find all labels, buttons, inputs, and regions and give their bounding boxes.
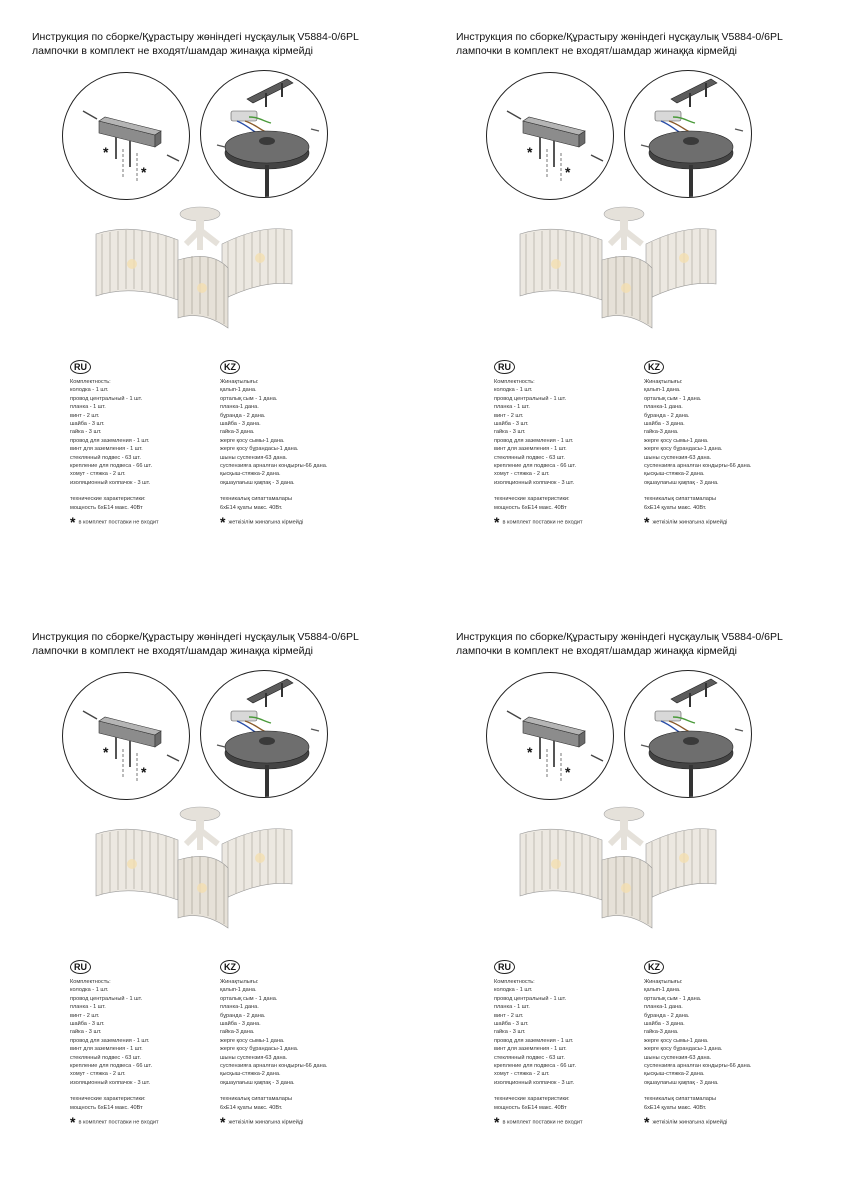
- list-item: жерге қосу бұрандасы-1 дана.: [644, 1046, 723, 1053]
- ru-specifications: [494, 495, 583, 512]
- kz-note: [220, 1114, 327, 1131]
- list-item: Комплектность:: [70, 379, 111, 385]
- star-mark: *: [141, 764, 147, 780]
- list-item: изоляционный колпачок - 3 шт.: [494, 1079, 575, 1086]
- star-mark: *: [103, 144, 109, 160]
- list-item: техникалық сипаттамалары: [220, 496, 293, 503]
- star-mark: *: [103, 744, 109, 760]
- list-item: орталық сым - 1 дана.: [220, 395, 278, 402]
- list-item: винт - 2 шт.: [494, 412, 524, 419]
- list-item: хомут - стяжка - 2 шт.: [494, 471, 550, 478]
- list-item: технические характеристики:: [70, 1096, 146, 1103]
- list-item: шайба - 3 дана.: [644, 1021, 685, 1028]
- instruction-sheet: [0, 600, 424, 1200]
- kazakh-column: [220, 360, 328, 531]
- chandelier-illustration: [516, 800, 726, 930]
- ru-flag: RU: [70, 960, 91, 974]
- ru-note: [70, 1114, 159, 1131]
- kz-note: [644, 1114, 751, 1131]
- kz-components-list: [220, 378, 327, 487]
- sheet-title: [32, 630, 359, 658]
- list-item: гайка-3 дана.: [644, 1029, 679, 1036]
- list-item: техникалық сипаттамалары: [644, 1096, 717, 1103]
- list-item: гайка - 3 шт.: [70, 429, 102, 436]
- list-item: оқшаулағыш қақпақ - 3 дана.: [644, 479, 719, 486]
- title-line-1: Инструкция по сборке/Құрастыру жөніндегі нұсқаулық V5884-0/6PL: [456, 31, 783, 43]
- kz-components-list: [644, 378, 751, 487]
- ru-flag: RU: [70, 360, 91, 374]
- list-item: шайба - 3 шт.: [70, 1021, 105, 1028]
- list-item: планка-1 дана.: [644, 1004, 683, 1011]
- list-item: гайка - 3 шт.: [70, 1029, 102, 1036]
- list-item: шайба - 3 дана.: [220, 421, 261, 428]
- list-item: шайба - 3 шт.: [494, 1021, 529, 1028]
- list-item: суспензияға арналған кондырғы-66 дана.: [220, 463, 328, 470]
- star-mark: *: [565, 764, 571, 780]
- russian-column: [70, 360, 159, 531]
- star-icon: *: [220, 1114, 226, 1131]
- list-item: 6хЕ14 қуаты макс. 40Вт.: [644, 1104, 707, 1111]
- ru-note-text: в комплект поставки не входит: [502, 519, 583, 526]
- list-item: планка-1 дана.: [220, 404, 259, 411]
- list-item: орталық сым - 1 дана.: [220, 995, 278, 1002]
- ru-components-list: [494, 978, 583, 1087]
- list-item: Жинақтылығы:: [220, 979, 259, 985]
- kz-note-text: жеткізілім жинағына кірмейді: [652, 519, 728, 526]
- list-item: Комплектность:: [70, 979, 111, 985]
- list-item: планка - 1 шт.: [70, 1004, 106, 1011]
- list-item: колодка - 1 шт.: [494, 387, 533, 394]
- title-line-1: Инструкция по сборке/Құрастыру жөніндегі нұсқаулық V5884-0/6PL: [32, 631, 359, 643]
- instruction-sheet: [424, 600, 848, 1200]
- mounting-bracket-diagram: [486, 672, 614, 800]
- ru-components-list: [494, 378, 583, 487]
- list-item: Комплектность:: [494, 979, 535, 985]
- list-item: провод центральный - 1 шт.: [494, 995, 567, 1002]
- ceiling-canopy-diagram: [200, 70, 328, 198]
- chandelier-icon: [516, 200, 726, 330]
- star-icon: *: [494, 514, 500, 531]
- list-item: оқшаулағыш қақпақ - 3 дана.: [220, 1079, 295, 1086]
- list-item: гайка-3 дана.: [644, 429, 679, 436]
- list-item: винт - 2 шт.: [494, 1012, 524, 1019]
- kz-flag: KZ: [644, 360, 664, 374]
- title-line-2: лампочки в комплект не входят/шамдар жинаққа кірмейді: [456, 45, 737, 57]
- list-item: қысқыш-стяжка-2 дана.: [220, 1071, 281, 1078]
- list-item: суспензияға арналған кондырғы-66 дана.: [220, 1063, 328, 1070]
- star-mark: *: [527, 744, 533, 760]
- sheet-title: [32, 30, 359, 58]
- list-item: бұранда - 2 дана.: [644, 1012, 690, 1019]
- list-item: изоляционный колпачок - 3 шт.: [70, 1079, 151, 1086]
- list-item: крепление для подвеса - 66 шт.: [494, 1063, 577, 1070]
- star-icon: *: [644, 1114, 650, 1131]
- list-item: провод для заземления - 1 шт.: [70, 437, 150, 444]
- chandelier-icon: [92, 800, 302, 930]
- ceiling-canopy-icon: [625, 71, 751, 197]
- list-item: винт - 2 шт.: [70, 1012, 100, 1019]
- kz-specifications: [644, 1095, 751, 1112]
- list-item: планка - 1 шт.: [494, 1004, 530, 1011]
- ru-note-text: в комплект поставки не входит: [78, 1119, 159, 1126]
- kz-specifications: [220, 1095, 327, 1112]
- kz-components-list: [220, 978, 327, 1087]
- list-item: стеклянный подвес - 63 шт.: [494, 1054, 565, 1061]
- list-item: Жинақтылығы:: [644, 979, 683, 985]
- title-line-1: Инструкция по сборке/Құрастыру жөніндегі нұсқаулық V5884-0/6PL: [456, 631, 783, 643]
- list-item: оқшаулағыш қақпақ - 3 дана.: [220, 479, 295, 486]
- kz-components-list: [644, 978, 751, 1087]
- list-item: провод центральный - 1 шт.: [70, 995, 143, 1002]
- list-item: гайка-3 дана.: [220, 1029, 255, 1036]
- chandelier-illustration: [92, 800, 302, 930]
- list-item: қысқыш-стяжка-2 дана.: [220, 471, 281, 478]
- list-item: провод для заземления - 1 шт.: [494, 1037, 574, 1044]
- ru-note-text: в комплект поставки не входит: [78, 519, 159, 526]
- list-item: оқшаулағыш қақпақ - 3 дана.: [644, 1079, 719, 1086]
- list-item: 6хЕ14 қуаты макс. 40Вт.: [644, 504, 707, 511]
- list-item: орталық сым - 1 дана.: [644, 395, 702, 402]
- list-item: колодка - 1 шт.: [494, 987, 533, 994]
- ru-components-list: [70, 978, 159, 1087]
- list-item: мощность 6хЕ14 макс. 40Вт: [494, 1104, 567, 1111]
- list-item: изоляционный колпачок - 3 шт.: [70, 479, 151, 486]
- list-item: планка-1 дана.: [644, 404, 683, 411]
- ru-flag: RU: [494, 960, 515, 974]
- list-item: қалып-1 дана.: [644, 387, 681, 394]
- kz-note-text: жеткізілім жинағына кірмейді: [228, 519, 304, 526]
- chandelier-icon: [92, 200, 302, 330]
- list-item: техникалық сипаттамалары: [220, 1096, 293, 1103]
- list-item: винт для заземления - 1 шт.: [70, 446, 143, 453]
- kz-note-text: жеткізілім жинағына кірмейді: [652, 1119, 728, 1126]
- kz-flag: KZ: [644, 960, 664, 974]
- list-item: жерге қосу бұрандасы-1 дана.: [220, 446, 299, 453]
- list-item: крепление для подвеса - 66 шт.: [494, 463, 577, 470]
- list-item: провод для заземления - 1 шт.: [494, 437, 574, 444]
- ru-note: [494, 514, 583, 531]
- ru-note: [70, 514, 159, 531]
- list-item: гайка-3 дана.: [220, 429, 255, 436]
- kazakh-column: [644, 360, 752, 531]
- list-item: шыны суспензия-63 дана.: [220, 454, 288, 461]
- chandelier-illustration: [516, 200, 726, 330]
- ru-specifications: [70, 495, 159, 512]
- kz-note: [220, 514, 327, 531]
- list-item: шайба - 3 дана.: [644, 421, 685, 428]
- list-item: провод центральный - 1 шт.: [70, 395, 143, 402]
- list-item: шыны суспензия-63 дана.: [644, 1054, 712, 1061]
- mounting-bracket-icon: [63, 673, 189, 799]
- ru-note: [494, 1114, 583, 1131]
- ceiling-canopy-icon: [201, 671, 327, 797]
- list-item: Жинақтылығы:: [220, 379, 259, 385]
- list-item: хомут - стяжка - 2 шт.: [70, 471, 126, 478]
- mounting-bracket-icon: [63, 73, 189, 199]
- chandelier-icon: [516, 800, 726, 930]
- kz-flag: KZ: [220, 360, 240, 374]
- list-item: изоляционный колпачок - 3 шт.: [494, 479, 575, 486]
- list-item: қалып-1 дана.: [220, 987, 257, 994]
- list-item: планка-1 дана.: [220, 1004, 259, 1011]
- ru-specifications: [494, 1095, 583, 1112]
- star-icon: *: [644, 514, 650, 531]
- list-item: шыны суспензия-63 дана.: [220, 1054, 288, 1061]
- list-item: винт для заземления - 1 шт.: [494, 446, 567, 453]
- star-icon: *: [494, 1114, 500, 1131]
- kz-specifications: [220, 495, 327, 512]
- list-item: шайба - 3 дана.: [220, 1021, 261, 1028]
- star-icon: *: [70, 514, 76, 531]
- kz-specifications: [644, 495, 751, 512]
- list-item: орталық сым - 1 дана.: [644, 995, 702, 1002]
- russian-column: [70, 960, 159, 1131]
- ru-specifications: [70, 1095, 159, 1112]
- list-item: провод для заземления - 1 шт.: [70, 1037, 150, 1044]
- list-item: Жинақтылығы:: [644, 379, 683, 385]
- kazakh-column: [220, 960, 328, 1131]
- ceiling-canopy-icon: [625, 671, 751, 797]
- instruction-sheet: [0, 0, 424, 600]
- list-item: жерге қосу бұрандасы-1 дана.: [220, 1046, 299, 1053]
- list-item: қысқыш-стяжка-2 дана.: [644, 471, 705, 478]
- list-item: шыны суспензия-63 дана.: [644, 454, 712, 461]
- list-item: мощность 6хЕ14 макс. 40Вт: [70, 1104, 143, 1111]
- title-line-2: лампочки в комплект не входят/шамдар жинаққа кірмейді: [32, 45, 313, 57]
- kazakh-column: [644, 960, 752, 1131]
- list-item: винт для заземления - 1 шт.: [70, 1046, 143, 1053]
- ceiling-canopy-icon: [201, 71, 327, 197]
- list-item: бұранда - 2 дана.: [220, 412, 266, 419]
- list-item: қысқыш-стяжка-2 дана.: [644, 1071, 705, 1078]
- ceiling-canopy-diagram: [200, 670, 328, 798]
- list-item: техникалық сипаттамалары: [644, 496, 717, 503]
- list-item: Комплектность:: [494, 379, 535, 385]
- list-item: жерге қосу бұрандасы-1 дана.: [644, 446, 723, 453]
- list-item: стеклянный подвес - 63 шт.: [494, 454, 565, 461]
- list-item: крепление для подвеса - 66 шт.: [70, 1063, 153, 1070]
- list-item: хомут - стяжка - 2 шт.: [70, 1071, 126, 1078]
- ceiling-canopy-diagram: [624, 670, 752, 798]
- list-item: суспензияға арналған кондырғы-66 дана.: [644, 463, 752, 470]
- list-item: қалып-1 дана.: [644, 987, 681, 994]
- kz-note: [644, 514, 751, 531]
- list-item: жерге қосу сымы-1 дана.: [644, 1037, 709, 1044]
- list-item: технические характеристики:: [70, 496, 146, 503]
- list-item: технические характеристики:: [494, 496, 570, 503]
- sheet-title: [456, 630, 783, 658]
- star-mark: *: [141, 164, 147, 180]
- title-line-2: лампочки в комплект не входят/шамдар жинаққа кірмейді: [32, 645, 313, 657]
- mounting-bracket-diagram: [62, 672, 190, 800]
- ru-note-text: в комплект поставки не входит: [502, 1119, 583, 1126]
- list-item: крепление для подвеса - 66 шт.: [70, 463, 153, 470]
- list-item: бұранда - 2 дана.: [644, 412, 690, 419]
- list-item: планка - 1 шт.: [494, 404, 530, 411]
- star-mark: *: [527, 144, 533, 160]
- list-item: 6хЕ14 қуаты макс. 40Вт.: [220, 504, 283, 511]
- list-item: жерге қосу сымы-1 дана.: [220, 1037, 285, 1044]
- list-item: винт для заземления - 1 шт.: [494, 1046, 567, 1053]
- list-item: жерге қосу сымы-1 дана.: [220, 437, 285, 444]
- list-item: стеклянный подвес - 63 шт.: [70, 454, 141, 461]
- list-item: колодка - 1 шт.: [70, 387, 109, 394]
- russian-column: [494, 960, 583, 1131]
- list-item: қалып-1 дана.: [220, 387, 257, 394]
- list-item: 6хЕ14 қуаты макс. 40Вт.: [220, 1104, 283, 1111]
- list-item: винт - 2 шт.: [70, 412, 100, 419]
- list-item: суспензияға арналған кондырғы-66 дана.: [644, 1063, 752, 1070]
- russian-column: [494, 360, 583, 531]
- list-item: хомут - стяжка - 2 шт.: [494, 1071, 550, 1078]
- list-item: мощность 6хЕ14 макс. 40Вт: [494, 504, 567, 511]
- list-item: жерге қосу сымы-1 дана.: [644, 437, 709, 444]
- mounting-bracket-icon: [487, 73, 613, 199]
- list-item: бұранда - 2 дана.: [220, 1012, 266, 1019]
- list-item: мощность 6хЕ14 макс. 40Вт: [70, 504, 143, 511]
- instruction-sheet: [424, 0, 848, 600]
- chandelier-illustration: [92, 200, 302, 330]
- mounting-bracket-diagram: [62, 72, 190, 200]
- star-icon: *: [220, 514, 226, 531]
- list-item: гайка - 3 шт.: [494, 1029, 526, 1036]
- sheet-title: [456, 30, 783, 58]
- list-item: стеклянный подвес - 63 шт.: [70, 1054, 141, 1061]
- star-icon: *: [70, 1114, 76, 1131]
- mounting-bracket-icon: [487, 673, 613, 799]
- ru-components-list: [70, 378, 159, 487]
- list-item: колодка - 1 шт.: [70, 987, 109, 994]
- ru-flag: RU: [494, 360, 515, 374]
- kz-flag: KZ: [220, 960, 240, 974]
- list-item: провод центральный - 1 шт.: [494, 395, 567, 402]
- title-line-2: лампочки в комплект не входят/шамдар жинаққа кірмейді: [456, 645, 737, 657]
- list-item: шайба - 3 шт.: [494, 421, 529, 428]
- list-item: шайба - 3 шт.: [70, 421, 105, 428]
- list-item: технические характеристики:: [494, 1096, 570, 1103]
- list-item: планка - 1 шт.: [70, 404, 106, 411]
- list-item: гайка - 3 шт.: [494, 429, 526, 436]
- title-line-1: Инструкция по сборке/Құрастыру жөніндегі нұсқаулық V5884-0/6PL: [32, 31, 359, 43]
- star-mark: *: [565, 164, 571, 180]
- kz-note-text: жеткізілім жинағына кірмейді: [228, 1119, 304, 1126]
- ceiling-canopy-diagram: [624, 70, 752, 198]
- mounting-bracket-diagram: [486, 72, 614, 200]
